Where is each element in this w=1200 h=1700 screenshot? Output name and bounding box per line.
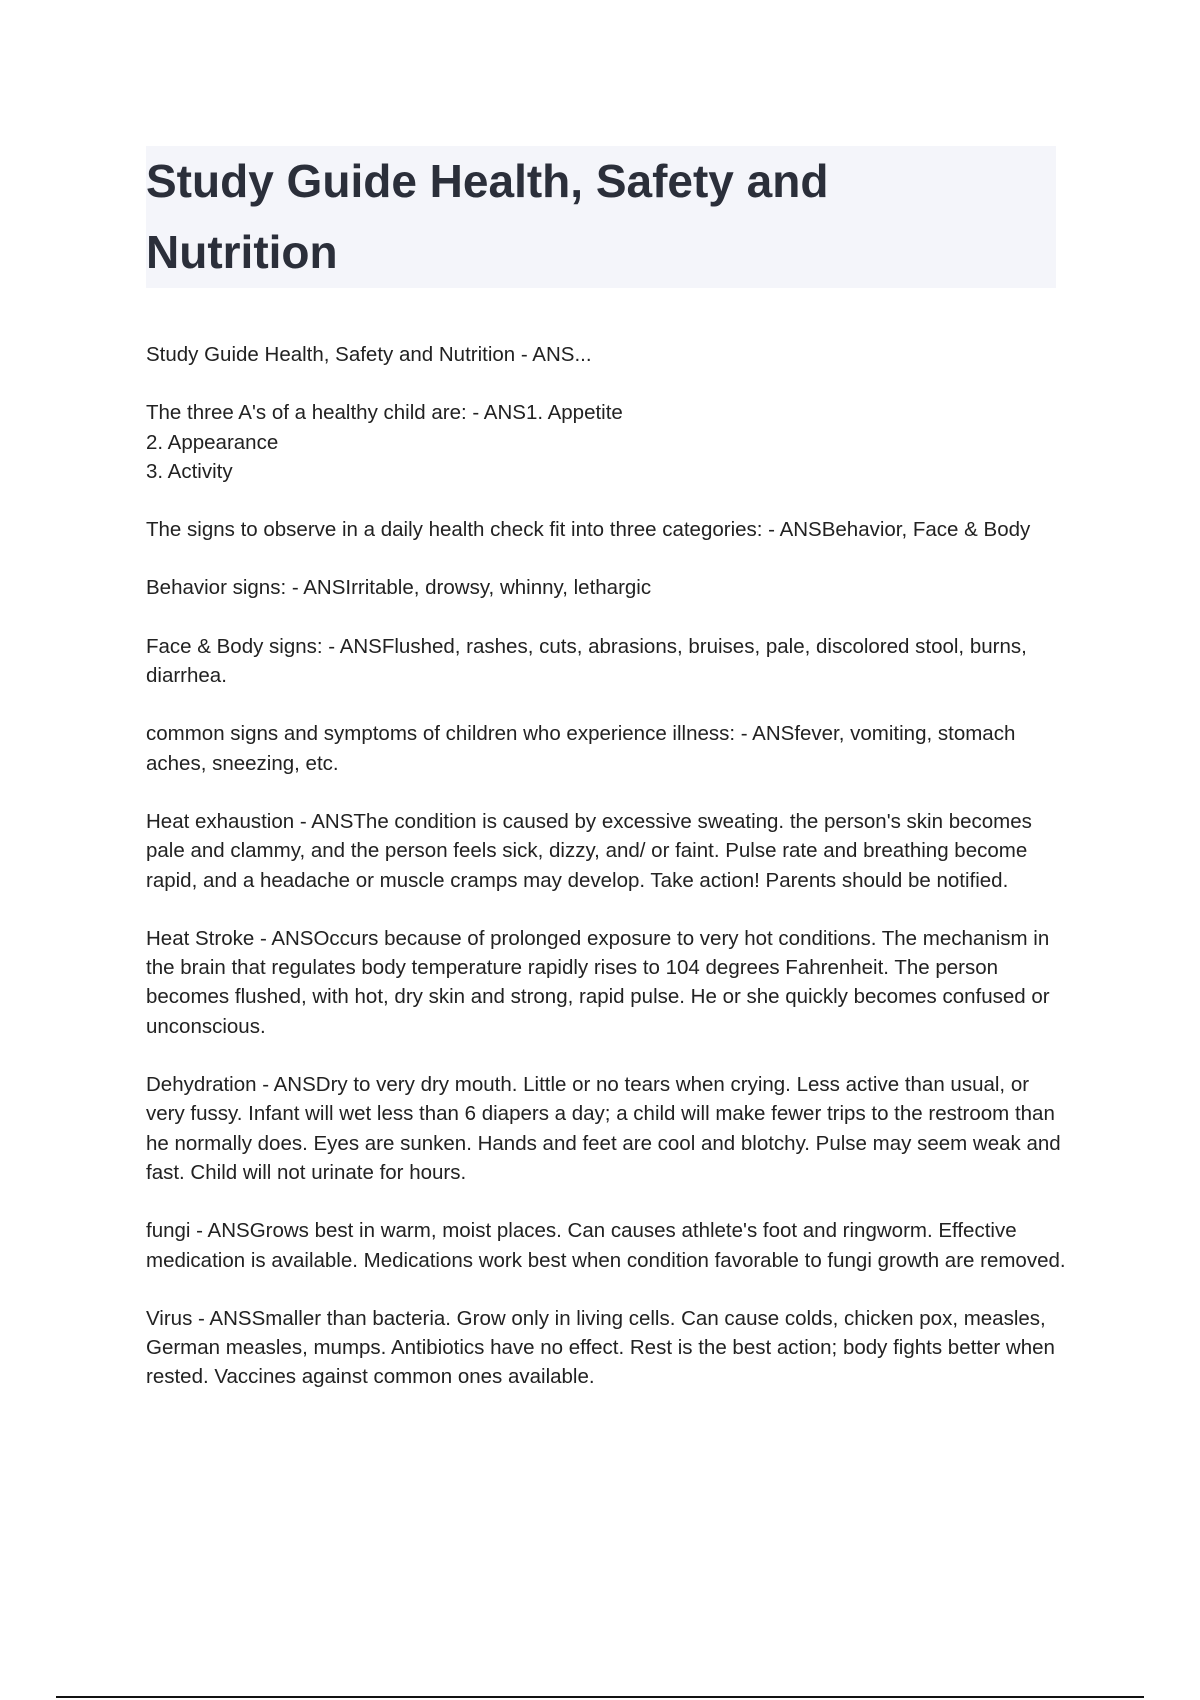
- heat-stroke-paragraph: Heat Stroke - ANSOccurs because of prolonged exposure to very hot conditions. The mechanism in the brain that regulates body temperature rapidly rises to 104 degrees Fahrenheit. The person becomes flushed, with hot, dry skin and strong, rapid pulse. He or she quickly becomes confused or unconscious.: [146, 926, 1050, 1038]
- intro-paragraph: Study Guide Health, Safety and Nutrition - ANS...: [146, 343, 592, 366]
- virus-paragraph: Virus - ANSSmaller than bacteria. Grow only in living cells. Can cause colds, chicken pox, measles, German measles, mumps. Antibiotics have no effect. Rest is the best action; body fights better when rested. Vaccines against common ones available.: [146, 1306, 1055, 1389]
- health-check-categories-paragraph: The signs to observe in a daily health check fit into three categories: - ANSBehavior, Face & Body: [146, 518, 1031, 542]
- fungi-paragraph: fungi - ANSGrows best in warm, moist places. Can causes athlete's foot and ringworm. Effective medication is available. Medications work best when condition favorable to fungi growth are removed.: [146, 1219, 1066, 1272]
- behavior-signs-paragraph: Behavior signs: - ANSIrritable, drowsy, whinny, lethargic: [146, 576, 652, 600]
- heat-exhaustion-paragraph: Heat exhaustion - ANSThe condition is caused by excessive sweating. the person's skin becomes pale and clammy, and the person feels sick, dizzy, and/ or faint. Pulse rate and breathing become rapid, and a headache or muscle cramps may develop. Take action! Parents should be notified.: [146, 809, 1032, 892]
- face-body-signs-paragraph: Face & Body signs: - ANSFlushed, rashes, cuts, abrasions, bruises, pale, discolored stool, burns, diarrhea.: [146, 634, 1027, 688]
- title-banner: [146, 146, 1056, 288]
- footer-divider: [56, 1696, 1144, 1698]
- illness-symptoms-paragraph: common signs and symptoms of children who experience illness: - ANSfever, vomiting, stomach aches, sneezing, etc.: [146, 722, 1016, 775]
- dehydration-paragraph: Dehydration - ANSDry to very dry mouth. Little or no tears when crying. Less active than usual, or very fussy. Infant will wet less than 6 diapers a day; a child will make fewer trips to the restroom than he normally does. Eyes are sunken. Hands and feet are cool and blotchy. Pulse may seem weak and fast. Child will not urinate for hours.: [146, 1073, 1061, 1184]
- page-title: Study Guide Health, Safety and Nutrition: [146, 155, 829, 278]
- three-as-paragraph: The three A's of a healthy child are: - ANS1. Appetite 2. Appearance 3. Activity: [146, 401, 623, 483]
- document-body: [146, 340, 1066, 1421]
